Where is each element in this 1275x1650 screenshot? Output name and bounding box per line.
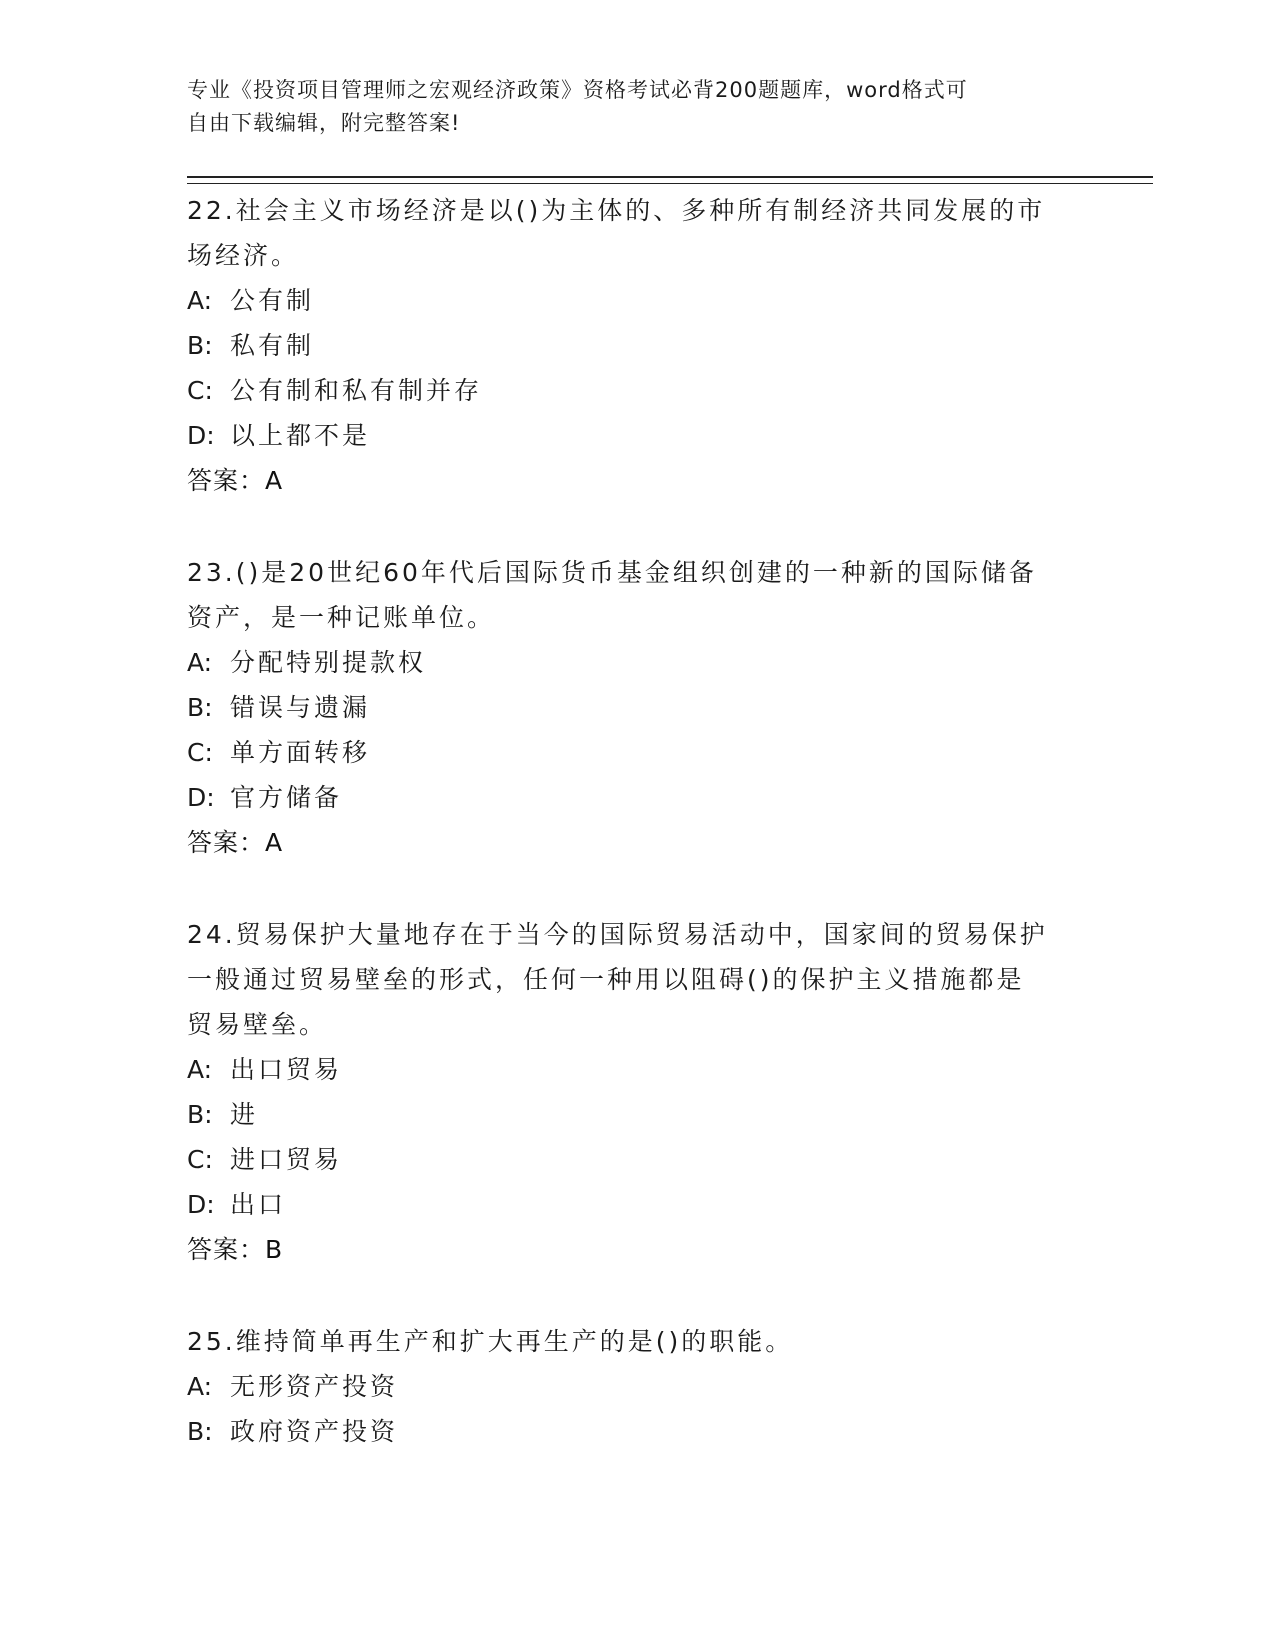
option-text: 出口	[230, 1190, 287, 1219]
question-text: 一般通过贸易壁垒的形式，任何一种用以阻碍()的保护主义措施都是	[187, 965, 1025, 994]
question-25	[187, 1319, 1087, 1454]
option-a	[187, 1047, 1087, 1092]
option-letter: A:	[187, 1372, 213, 1401]
option-letter: D:	[187, 1190, 215, 1219]
option-letter: B:	[187, 1417, 213, 1446]
option-b	[187, 1409, 1087, 1454]
question-24	[187, 912, 1087, 1272]
option-letter: D:	[187, 421, 215, 450]
header-line-2: 自由下载编辑，附完整答案!	[187, 111, 461, 135]
option-c	[187, 368, 1087, 413]
option-text: 分配特别提款权	[230, 648, 427, 677]
option-a	[187, 278, 1087, 323]
question-22	[187, 188, 1087, 503]
question-text: 22.社会主义市场经济是以()为主体的、多种所有制经济共同发展的市	[187, 196, 1046, 225]
option-b	[187, 685, 1087, 730]
option-d	[187, 1182, 1087, 1227]
option-text: 单方面转移	[230, 738, 371, 767]
option-text: 出口贸易	[230, 1055, 343, 1084]
option-text: 错误与遗漏	[230, 693, 371, 722]
question-text: 24.贸易保护大量地存在于当今的国际贸易活动中，国家间的贸易保护	[187, 920, 1048, 949]
option-letter: A:	[187, 648, 213, 677]
question-gap	[187, 1272, 1087, 1319]
document-header	[187, 74, 1067, 140]
question-gap	[187, 503, 1087, 550]
option-letter: D:	[187, 783, 215, 812]
option-a	[187, 640, 1087, 685]
option-text: 私有制	[230, 331, 315, 360]
header-line-1: 专业《投资项目管理师之宏观经济政策》资格考试必背200题题库，word格式可	[187, 78, 968, 102]
option-d	[187, 413, 1087, 458]
question-text: 贸易壁垒。	[187, 1010, 328, 1039]
option-d	[187, 775, 1087, 820]
option-text: 无形资产投资	[230, 1372, 399, 1401]
question-23	[187, 550, 1087, 865]
option-b	[187, 1092, 1087, 1137]
question-text: 资产，是一种记账单位。	[187, 603, 496, 632]
option-letter: C:	[187, 376, 213, 405]
question-list	[187, 188, 1087, 1454]
question-gap	[187, 865, 1087, 912]
option-text: 公有制和私有制并存	[230, 376, 483, 405]
question-text: 23.()是20世纪60年代后国际货币基金组织创建的一种新的国际储备	[187, 558, 1037, 587]
option-letter: C:	[187, 1145, 213, 1174]
option-c	[187, 730, 1087, 775]
option-letter: B:	[187, 1100, 213, 1129]
option-a	[187, 1364, 1087, 1409]
header-divider-thin	[187, 183, 1153, 184]
question-text: 25.维持简单再生产和扩大再生产的是()的职能。	[187, 1327, 794, 1356]
option-text: 进	[230, 1100, 259, 1129]
header-divider-thick	[187, 176, 1153, 178]
option-letter: A:	[187, 1055, 213, 1084]
option-text: 政府资产投资	[230, 1417, 399, 1446]
option-text: 官方储备	[230, 783, 343, 812]
option-c	[187, 1137, 1087, 1182]
question-text: 场经济。	[187, 241, 300, 270]
answer-line: 答案：B	[187, 1235, 284, 1264]
option-letter: B:	[187, 331, 213, 360]
option-b	[187, 323, 1087, 368]
option-text: 进口贸易	[230, 1145, 343, 1174]
option-text: 以上都不是	[230, 421, 371, 450]
option-letter: A:	[187, 286, 213, 315]
option-letter: C:	[187, 738, 213, 767]
answer-line: 答案：A	[187, 466, 284, 495]
answer-line: 答案：A	[187, 828, 284, 857]
option-text: 公有制	[230, 286, 315, 315]
option-letter: B:	[187, 693, 213, 722]
